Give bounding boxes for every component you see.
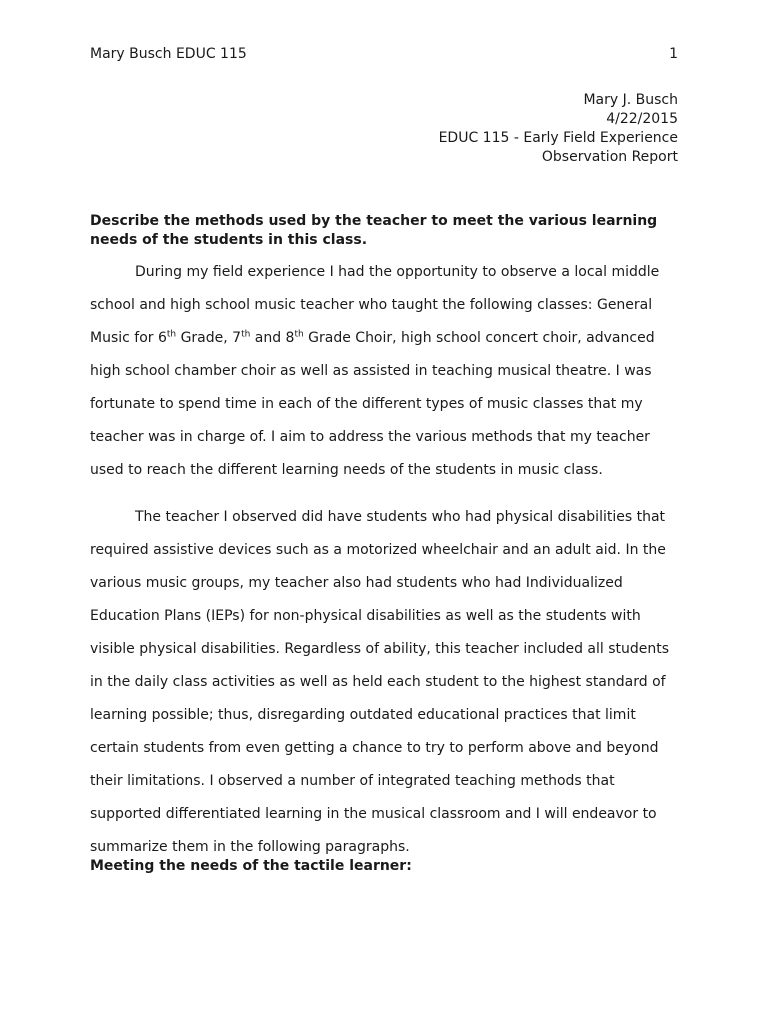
text-run: and 8 (250, 330, 295, 346)
paragraph-line: required assistive devices such as a motorized wheelchair and an adult aid. In the (90, 542, 666, 558)
text-run: Grade Choir, high school concert choir, advanced (303, 330, 655, 346)
page-number: 1 (669, 46, 678, 62)
report-title: Observation Report (541, 149, 678, 165)
paragraph-line: school and high school music teacher who taught the following classes: General (90, 297, 653, 313)
text-run: Grade, 7 (176, 330, 242, 346)
heading-block (439, 91, 678, 167)
paragraph-line: learning possible; thus, disregarding outdated educational practices that limit (90, 707, 636, 723)
superscript: th (294, 329, 304, 340)
paragraph-line (90, 329, 680, 362)
paragraph-line: fortunate to spend time in each of the different types of music classes that my (90, 396, 643, 412)
paragraph-line: high school chamber choir as well as assisted in teaching musical theatre. I was (90, 363, 652, 379)
paragraph-line: various music groups, my teacher also had students who had Individualized (90, 575, 623, 591)
paragraph-line: Education Plans (IEPs) for non-physical disabilities as well as the students with (90, 608, 641, 624)
author-name: Mary J. Busch (583, 92, 678, 108)
running-header (90, 45, 678, 64)
text-run: Music for 6 (90, 330, 167, 346)
paragraph-line: their limitations. I observed a number of integrated teaching methods that (90, 773, 615, 789)
paragraph-line: used to reach the different learning needs of the students in music class. (90, 462, 603, 478)
superscript: th (241, 329, 251, 340)
paragraph-2 (90, 508, 680, 871)
paragraph-line: visible physical disabilities. Regardless of ability, this teacher included all students (90, 641, 670, 657)
report-date: 4/22/2015 (606, 111, 678, 127)
paragraph-line: During my field experience I had the opportunity to observe a local middle (135, 264, 660, 280)
paragraph-line: summarize them in the following paragraphs. (90, 839, 410, 855)
question-prompt: Describe the methods used by the teacher to meet the various learning needs of the students in this class. (90, 213, 658, 248)
course-title: EDUC 115 - Early Field Experience (438, 130, 678, 146)
paragraph-line: The teacher I observed did have students who had physical disabilities that (135, 509, 666, 525)
paragraph-line: supported differentiated learning in the musical classroom and I will endeavor to (90, 806, 657, 822)
section-subheading: Meeting the needs of the tactile learner: (90, 858, 412, 874)
paragraph-line: certain students from even getting a chance to try to perform above and beyond (90, 740, 659, 756)
paragraph-line: in the daily class activities as well as held each student to the highest standard of (90, 674, 666, 690)
paragraph-line: teacher was in charge of. I aim to address the various methods that my teacher (90, 429, 650, 445)
superscript: th (166, 329, 177, 340)
header-author-course: Mary Busch EDUC 115 (90, 46, 247, 62)
paragraph-1 (90, 263, 680, 494)
